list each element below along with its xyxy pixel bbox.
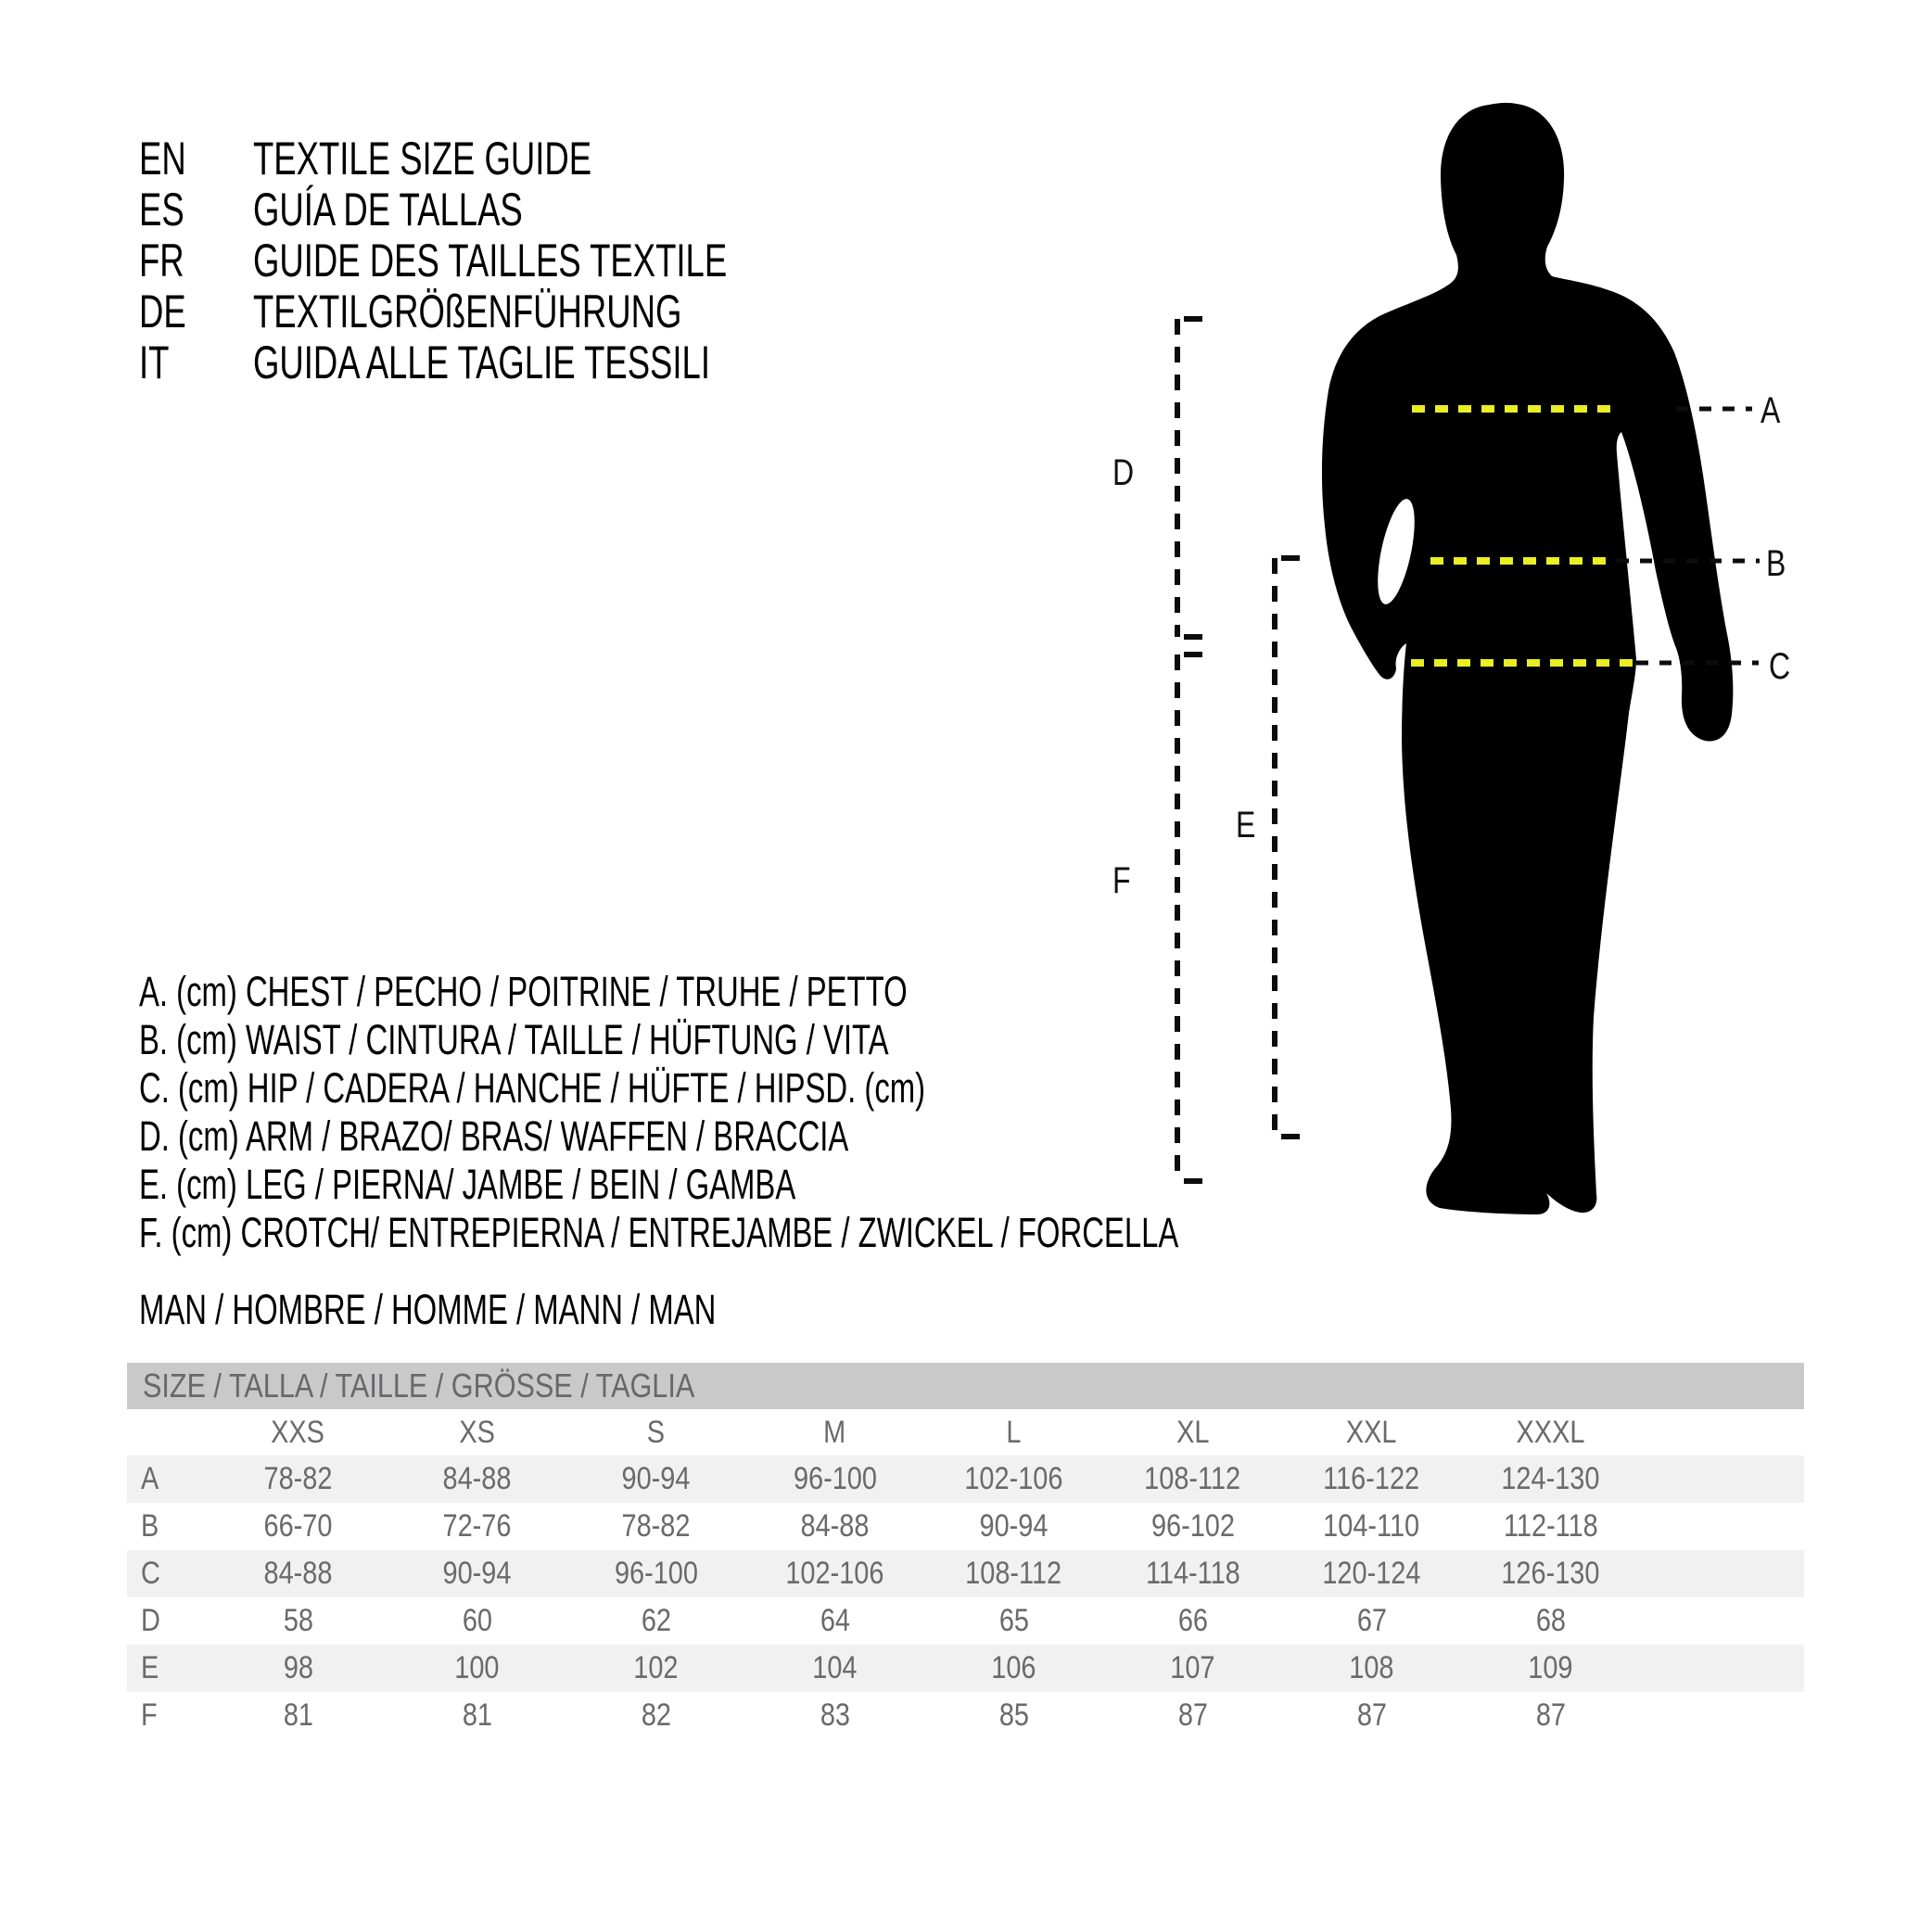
cell-value: 62 bbox=[641, 1603, 671, 1638]
size-col-xs: XS bbox=[459, 1415, 495, 1450]
marker-label-crotch: F bbox=[1112, 860, 1131, 901]
cell-value: 66-70 bbox=[263, 1508, 333, 1544]
row-label: D bbox=[141, 1603, 160, 1638]
cell-value: 96-100 bbox=[614, 1556, 698, 1591]
cell-value: 78-82 bbox=[621, 1508, 691, 1544]
category-line: MAN / HOMBRE / HOMME / MANN / MAN bbox=[139, 1286, 717, 1333]
cell-value: 96-102 bbox=[1150, 1508, 1235, 1544]
marker-label-arm: D bbox=[1112, 452, 1135, 493]
lang-title-it: GUIDA ALLE TAGLIE TESSILI bbox=[253, 337, 710, 388]
cell-value: 67 bbox=[1356, 1603, 1387, 1638]
cell-value: 108 bbox=[1349, 1650, 1394, 1685]
lang-title-de: TEXTILGRÖßENFÜHRUNG bbox=[253, 286, 682, 337]
lang-title-fr: GUIDE DES TAILLES TEXTILE bbox=[253, 235, 728, 286]
cell-value: 102 bbox=[633, 1650, 679, 1685]
cell-value: 87 bbox=[1356, 1697, 1387, 1733]
cell-value: 85 bbox=[998, 1697, 1029, 1733]
cell-value: 108-112 bbox=[1144, 1461, 1241, 1496]
cell-value: 90-94 bbox=[979, 1508, 1049, 1544]
row-label: A bbox=[141, 1461, 159, 1496]
cell-value: 96-100 bbox=[793, 1461, 877, 1496]
cell-value: 108-112 bbox=[965, 1556, 1062, 1591]
marker-label-waist: B bbox=[1766, 543, 1786, 584]
cell-value: 112-118 bbox=[1503, 1508, 1598, 1544]
size-col-l: L bbox=[1006, 1415, 1022, 1450]
size-col-spacer bbox=[127, 1409, 209, 1455]
legend-hip: C. (cm) HIP / CADERA / HANCHE / HÜFTE / HIPSD. (cm) bbox=[139, 1064, 926, 1112]
cell-value: 84-88 bbox=[800, 1508, 870, 1544]
legend-chest: A. (cm) CHEST / PECHO / POITRINE / TRUHE / PETTO bbox=[139, 968, 908, 1015]
cell-value: 124-130 bbox=[1501, 1461, 1600, 1496]
cell-value: 106 bbox=[991, 1650, 1036, 1685]
cell-value: 81 bbox=[283, 1697, 313, 1733]
row-label: E bbox=[141, 1650, 159, 1685]
table-row-crotch bbox=[127, 1692, 1804, 1739]
legend-crotch: F. (cm) CROTCH/ ENTREPIERNA / ENTREJAMBE / ZWICKEL / FORCELLA bbox=[139, 1209, 1179, 1256]
cell-value: 64 bbox=[820, 1603, 850, 1638]
cell-value: 102-106 bbox=[785, 1556, 884, 1591]
table-row-arm bbox=[127, 1597, 1804, 1645]
lang-code-fr: FR bbox=[139, 235, 184, 286]
size-columns-row bbox=[127, 1409, 1804, 1455]
cell-value: 100 bbox=[454, 1650, 500, 1685]
cell-value: 78-82 bbox=[263, 1461, 333, 1496]
size-table-header-band: SIZE / TALLA / TAILLE / GRÖSSE / TAGLIA bbox=[127, 1363, 1804, 1409]
cell-value: 120-124 bbox=[1322, 1556, 1421, 1591]
legend-leg: E. (cm) LEG / PIERNA/ JAMBE / BEIN / GAMBA bbox=[139, 1161, 796, 1208]
cell-value: 87 bbox=[1177, 1697, 1208, 1733]
cell-value: 109 bbox=[1528, 1650, 1573, 1685]
size-col-xxxl: XXXL bbox=[1516, 1415, 1585, 1450]
cell-value: 83 bbox=[820, 1697, 850, 1733]
cell-value: 104 bbox=[812, 1650, 858, 1685]
cell-value: 68 bbox=[1535, 1603, 1566, 1638]
size-col-m: M bbox=[823, 1415, 846, 1450]
marker-label-chest: A bbox=[1760, 390, 1781, 431]
lang-title-en: TEXTILE SIZE GUIDE bbox=[253, 133, 592, 184]
lang-code-es: ES bbox=[139, 184, 184, 235]
size-col-xxs: XXS bbox=[271, 1415, 325, 1450]
cell-value: 104-110 bbox=[1323, 1508, 1420, 1544]
cell-value: 126-130 bbox=[1501, 1556, 1600, 1591]
marker-label-hip: C bbox=[1769, 646, 1791, 687]
cell-value: 84-88 bbox=[263, 1556, 333, 1591]
table-row-waist bbox=[127, 1503, 1804, 1550]
cell-value: 116-122 bbox=[1323, 1461, 1420, 1496]
size-col-xl: XL bbox=[1176, 1415, 1210, 1450]
cell-value: 98 bbox=[283, 1650, 313, 1685]
legend-arm: D. (cm) ARM / BRAZO/ BRAS/ WAFFEN / BRACCIA bbox=[139, 1112, 849, 1160]
size-table bbox=[127, 1363, 1804, 1739]
size-col-xxl: XXL bbox=[1346, 1415, 1397, 1450]
row-label: B bbox=[141, 1508, 159, 1544]
cell-value: 102-106 bbox=[964, 1461, 1063, 1496]
measurement-legend bbox=[139, 968, 1563, 1257]
cell-value: 90-94 bbox=[442, 1556, 512, 1591]
cell-value: 82 bbox=[641, 1697, 671, 1733]
cell-value: 84-88 bbox=[442, 1461, 512, 1496]
cell-value: 114-118 bbox=[1145, 1556, 1240, 1591]
cell-value: 66 bbox=[1177, 1603, 1208, 1638]
table-row-leg bbox=[127, 1645, 1804, 1692]
row-label: C bbox=[141, 1556, 160, 1591]
lang-code-it: IT bbox=[139, 337, 170, 388]
cell-value: 90-94 bbox=[621, 1461, 691, 1496]
cell-value: 72-76 bbox=[442, 1508, 512, 1544]
lang-title-es: GUÍA DE TALLAS bbox=[253, 184, 523, 235]
marker-label-leg: E bbox=[1236, 805, 1256, 845]
table-row-chest bbox=[127, 1455, 1804, 1503]
cell-value: 87 bbox=[1535, 1697, 1566, 1733]
lang-code-de: DE bbox=[139, 286, 186, 337]
row-label: F bbox=[141, 1697, 158, 1733]
cell-value: 65 bbox=[998, 1603, 1029, 1638]
cell-value: 81 bbox=[462, 1697, 492, 1733]
cell-value: 60 bbox=[462, 1603, 492, 1638]
legend-waist: B. (cm) WAIST / CINTURA / TAILLE / HÜFTUNG / VITA bbox=[139, 1016, 889, 1063]
cell-value: 58 bbox=[283, 1603, 313, 1638]
table-row-hip bbox=[127, 1550, 1804, 1597]
lang-code-en: EN bbox=[139, 133, 186, 184]
cell-value: 107 bbox=[1170, 1650, 1215, 1685]
size-col-s: S bbox=[646, 1415, 666, 1450]
